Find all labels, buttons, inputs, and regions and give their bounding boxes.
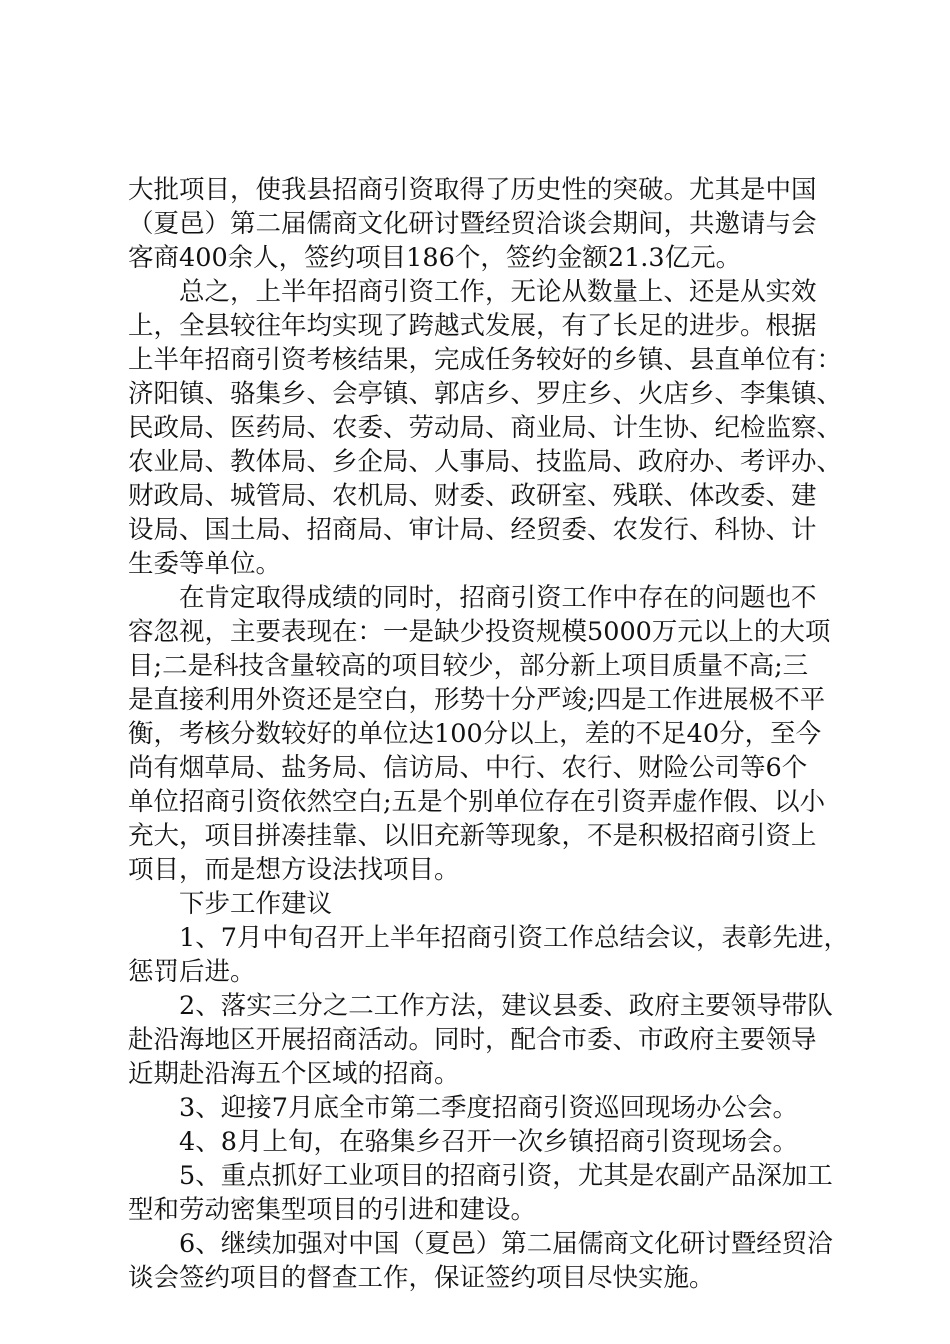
body-text-line: 客商400余人，签约项目186个，签约金额21.3亿元。 [128, 243, 742, 273]
body-text-line: 2、落实三分之二工作方法，建议县委、政府主要领导带队 [128, 991, 833, 1021]
body-text-line: 近期赴沿海五个区域的招商。 [128, 1059, 460, 1089]
body-text-line: 大批项目，使我县招商引资取得了历史性的突破。尤其是中国 [128, 175, 817, 205]
body-text-line: 是直接利用外资还是空白，形势十分严竣;四是工作进展极不平 [128, 685, 826, 715]
body-text-line: 谈会签约项目的督查工作，保证签约项目尽快实施。 [128, 1263, 715, 1293]
body-text-line: 单位招商引资依然空白;五是个别单位存在引资弄虚作假、以小 [128, 787, 826, 817]
body-text-line: 型和劳动密集型项目的引进和建设。 [128, 1195, 537, 1225]
body-text-line: （夏邑）第二届儒商文化研讨暨经贸洽谈会期间，共邀请与会 [128, 209, 817, 239]
body-text-line: 5、重点抓好工业项目的招商引资，尤其是农副产品深加工 [128, 1161, 833, 1191]
body-text-line: 容忽视，主要表现在：一是缺少投资规模5000万元以上的大项 [128, 617, 831, 647]
body-text-line: 济阳镇、骆集乡、会亭镇、郭店乡、罗庄乡、火店乡、李集镇、 [128, 379, 843, 409]
body-text-line: 衡，考核分数较好的单位达100分以上，差的不足40分，至今 [128, 719, 822, 749]
body-text-line: 惩罚后进。 [128, 957, 256, 987]
body-text-line: 农业局、教体局、乡企局、人事局、技监局、政府办、考评办、 [128, 447, 843, 477]
body-text-line: 财政局、城管局、农机局、财委、政研室、残联、体改委、建 [128, 481, 817, 511]
body-text-line: 项目，而是想方设法找项目。 [128, 855, 460, 885]
body-text-line: 总之，上半年招商引资工作，无论从数量上、还是从实效 [128, 277, 817, 307]
section-heading: 下步工作建议 [128, 889, 333, 919]
body-text-line: 尚有烟草局、盐务局、信访局、中行、农行、财险公司等6个 [128, 753, 808, 783]
body-text-line: 赴沿海地区开展招商活动。同时，配合市委、市政府主要领导 [128, 1025, 817, 1055]
body-text-line: 生委等单位。 [128, 549, 282, 579]
body-text-line: 上，全县较往年均实现了跨越式发展，有了长足的进步。根据 [128, 311, 817, 341]
body-text-line: 民政局、医药局、农委、劳动局、商业局、计生协、纪检监察、 [128, 413, 843, 443]
body-text-line: 上半年招商引资考核结果，完成任务较好的乡镇、县直单位有： [128, 345, 843, 375]
body-text-line: 6、继续加强对中国（夏邑）第二届儒商文化研讨暨经贸洽 [128, 1229, 833, 1259]
body-text-line: 1、7月中旬召开上半年招商引资工作总结会议，表彰先进， [128, 923, 849, 953]
body-text-line: 在肯定取得成绩的同时，招商引资工作中存在的问题也不 [128, 583, 817, 613]
body-text-line: 充大，项目拼凑挂靠、以旧充新等现象，不是积极招商引资上 [128, 821, 817, 851]
body-text-line: 3、迎接7月底全市第二季度招商引资巡回现场办公会。 [128, 1093, 798, 1123]
body-text-line: 4、8月上旬，在骆集乡召开一次乡镇招商引资现场会。 [128, 1127, 798, 1157]
body-text-line: 目;二是科技含量较高的项目较少，部分新上项目质量不高;三 [128, 651, 809, 681]
body-text-line: 设局、国土局、招商局、审计局、经贸委、农发行、科协、计 [128, 515, 817, 545]
